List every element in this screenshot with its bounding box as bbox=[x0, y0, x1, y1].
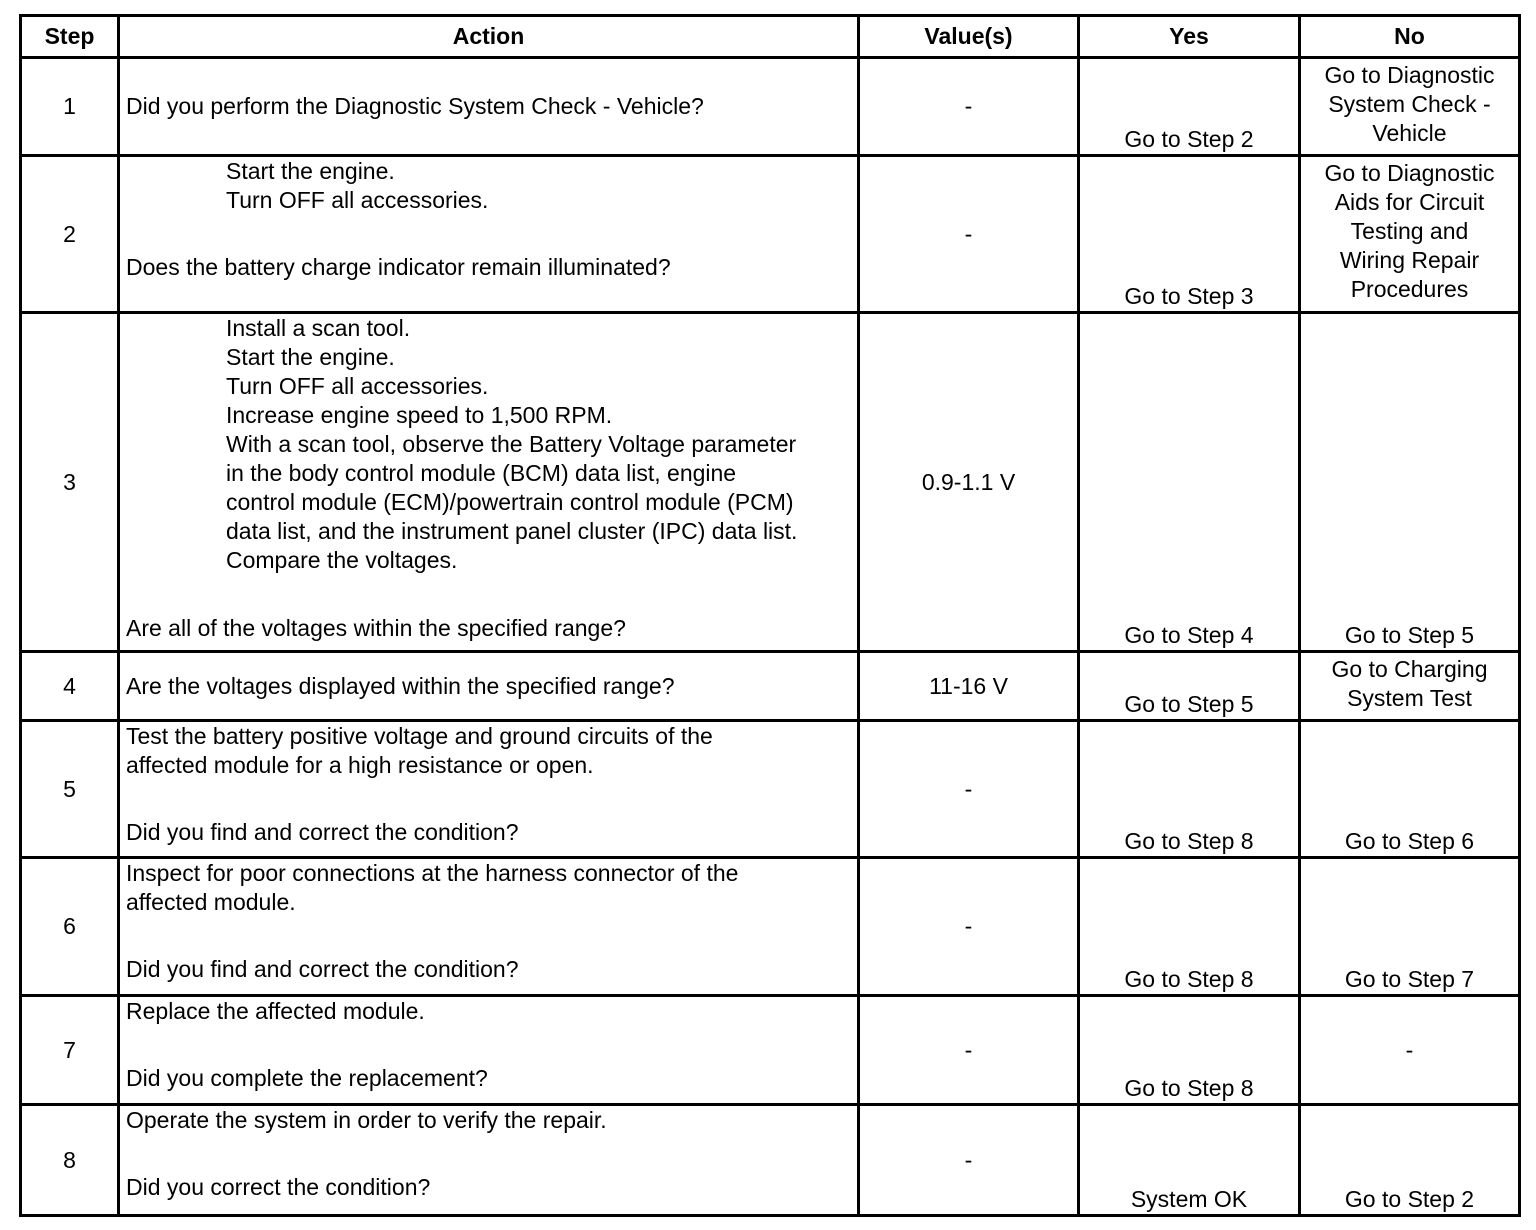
action-text: Operate the system in order to verify the repair. bbox=[126, 1107, 607, 1133]
yes-cell: Go to Step 5 bbox=[1079, 652, 1300, 721]
no-cell: Go to Step 6 bbox=[1300, 721, 1520, 858]
instruction-line: Turn OFF all accessories. bbox=[226, 187, 489, 213]
action-question: Are all of the voltages within the specified range? bbox=[126, 615, 626, 641]
action-question: Does the battery charge indicator remain illuminated? bbox=[126, 254, 671, 280]
no-cell: Go to Step 5 bbox=[1300, 313, 1520, 652]
action-cell bbox=[119, 721, 859, 858]
diagnostic-table bbox=[19, 14, 1521, 1217]
action-cell bbox=[119, 58, 859, 156]
header-row bbox=[21, 16, 1520, 58]
step-number: 7 bbox=[21, 996, 119, 1105]
action-question: Did you perform the Diagnostic System Check - Vehicle? bbox=[126, 93, 704, 119]
table-row bbox=[21, 58, 1520, 156]
action-cell bbox=[119, 156, 859, 313]
action-text: Inspect for poor connections at the harness connector of the affected module. bbox=[126, 860, 739, 915]
action-cell bbox=[119, 652, 859, 721]
instruction-line: control module (ECM)/powertrain control module (PCM) bbox=[226, 489, 794, 515]
value-cell: - bbox=[859, 58, 1079, 156]
action-cell bbox=[119, 1105, 859, 1216]
no-cell: Go to Step 2 bbox=[1300, 1105, 1520, 1216]
action-instructions bbox=[126, 314, 851, 575]
yes-cell: Go to Step 8 bbox=[1079, 996, 1300, 1105]
step-number: 5 bbox=[21, 721, 119, 858]
table-row bbox=[21, 156, 1520, 313]
instruction-line: Install a scan tool. bbox=[226, 315, 411, 341]
step-number: 1 bbox=[21, 58, 119, 156]
value-cell: 0.9-1.1 V bbox=[859, 313, 1079, 652]
yes-cell: Go to Step 8 bbox=[1079, 721, 1300, 858]
action-cell bbox=[119, 858, 859, 996]
yes-cell: Go to Step 3 bbox=[1079, 156, 1300, 313]
action-question: Did you complete the replacement? bbox=[126, 1065, 488, 1091]
header-yes: Yes bbox=[1079, 16, 1300, 58]
action-text: Replace the affected module. bbox=[126, 998, 425, 1024]
no-cell: Go to Charging System Test bbox=[1300, 652, 1520, 721]
yes-cell: System OK bbox=[1079, 1105, 1300, 1216]
step-number: 2 bbox=[21, 156, 119, 313]
instruction-line: Compare the voltages. bbox=[226, 547, 458, 573]
value-cell: - bbox=[859, 156, 1079, 313]
action-question: Did you find and correct the condition? bbox=[126, 956, 519, 982]
table-row bbox=[21, 996, 1520, 1105]
step-number: 6 bbox=[21, 858, 119, 996]
no-cell: - bbox=[1300, 996, 1520, 1105]
action-question: Are the voltages displayed within the specified range? bbox=[126, 672, 675, 699]
yes-cell: Go to Step 4 bbox=[1079, 313, 1300, 652]
value-cell: - bbox=[859, 1105, 1079, 1216]
action-cell bbox=[119, 313, 859, 652]
no-cell: Go to Diagnostic System Check - Vehicle bbox=[1300, 58, 1520, 156]
no-cell: Go to Diagnostic Aids for Circuit Testing and Wiring Repair Procedures bbox=[1300, 156, 1520, 313]
yes-cell: Go to Step 2 bbox=[1079, 58, 1300, 156]
no-cell: Go to Step 7 bbox=[1300, 858, 1520, 996]
header-action: Action bbox=[119, 16, 859, 58]
table-row bbox=[21, 652, 1520, 721]
yes-cell: Go to Step 8 bbox=[1079, 858, 1300, 996]
step-number: 8 bbox=[21, 1105, 119, 1216]
value-cell: - bbox=[859, 858, 1079, 996]
instruction-line: Start the engine. bbox=[226, 158, 395, 184]
instruction-line: Start the engine. bbox=[226, 344, 395, 370]
instruction-line: data list, and the instrument panel cluster (IPC) data list. bbox=[226, 518, 798, 544]
step-number: 4 bbox=[21, 652, 119, 721]
value-cell: - bbox=[859, 721, 1079, 858]
value-cell: 11-16 V bbox=[859, 652, 1079, 721]
table-row bbox=[21, 858, 1520, 996]
action-instructions bbox=[126, 157, 851, 215]
table-row bbox=[21, 1105, 1520, 1216]
instruction-line: in the body control module (BCM) data list, engine bbox=[226, 460, 737, 486]
action-cell bbox=[119, 996, 859, 1105]
action-text: Test the battery positive voltage and ground circuits of the affected module for a high resistance or open. bbox=[126, 723, 713, 778]
table-row bbox=[21, 313, 1520, 652]
action-question: Did you correct the condition? bbox=[126, 1174, 431, 1200]
value-cell: - bbox=[859, 996, 1079, 1105]
header-step: Step bbox=[21, 16, 119, 58]
step-number: 3 bbox=[21, 313, 119, 652]
table-row bbox=[21, 721, 1520, 858]
action-question: Did you find and correct the condition? bbox=[126, 819, 519, 845]
instruction-line: With a scan tool, observe the Battery Voltage parameter bbox=[226, 431, 797, 457]
instruction-line: Turn OFF all accessories. bbox=[226, 373, 489, 399]
header-values: Value(s) bbox=[859, 16, 1079, 58]
header-no: No bbox=[1300, 16, 1520, 58]
instruction-line: Increase engine speed to 1,500 RPM. bbox=[226, 402, 613, 428]
